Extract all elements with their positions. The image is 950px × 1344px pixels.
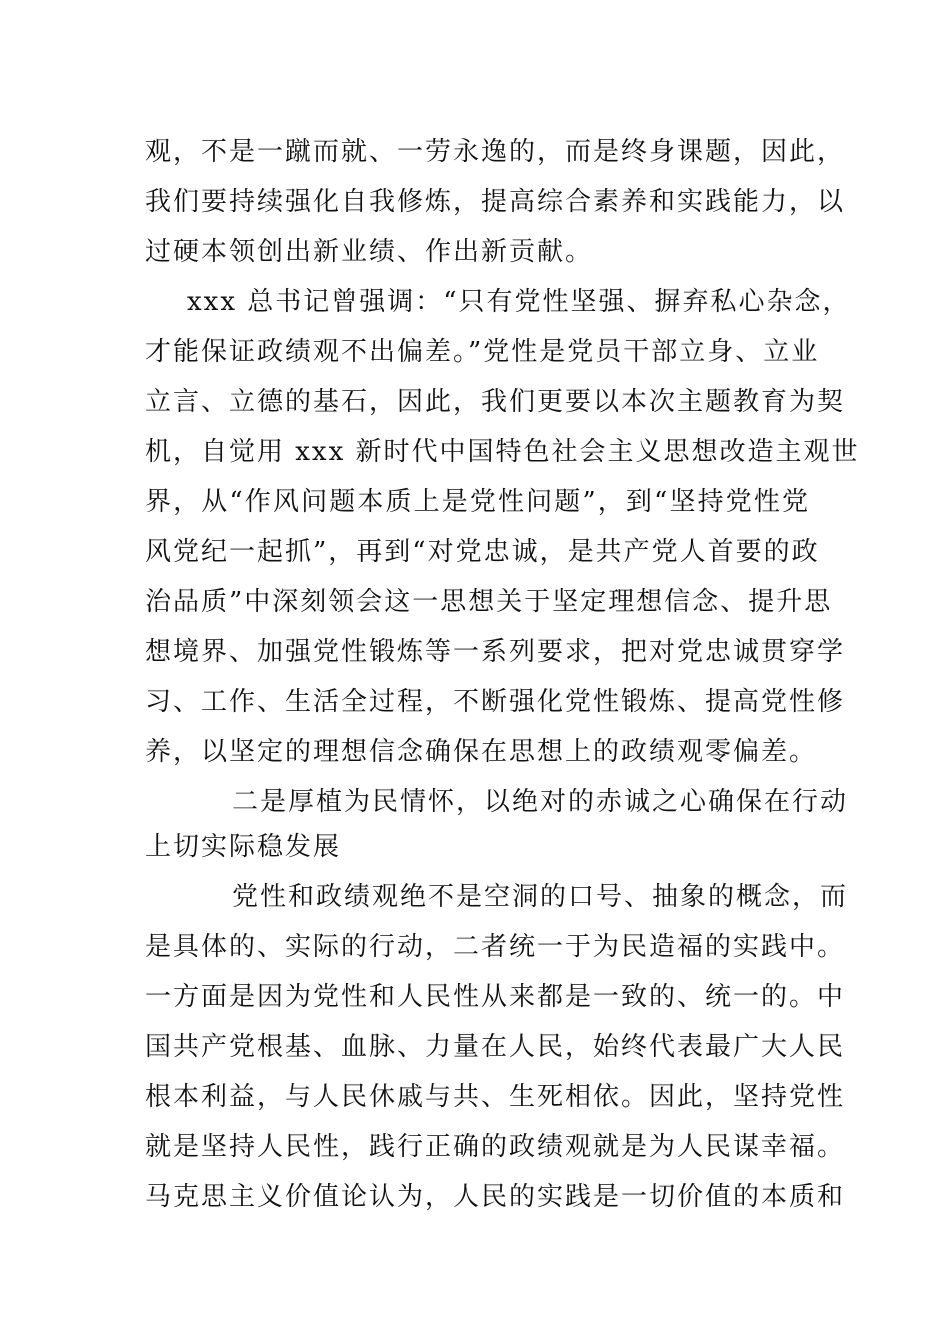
text-line-1: 观，不是一蹴而就、一劳永逸的，而是终身课题，因此， (145, 137, 846, 167)
text-line-5: 才能保证政绩观不出偏差。”党性是党员干部立身、立业 (145, 337, 820, 367)
section-heading-line-2: 上切实际稳发展 (145, 832, 342, 862)
text-line-10: 治品质”中深刻领会这一思想关于坚定理想信念、提升思 (145, 587, 833, 617)
text-line-2: 我们要持续强化自我修炼，提高综合素养和实践能力，以 (145, 187, 846, 217)
text-line-21: 就是坚持人民性，践行正确的政绩观就是为人民谋幸福。 (145, 1132, 846, 1162)
text-line-9: 风党纪一起抓”，再到“对党忠诚，是共产党人首要的政 (145, 537, 820, 567)
text-line-20: 根本利益，与人民休戚与共、生死相依。因此，坚持党性 (145, 1082, 846, 1112)
text-line-22: 马克思主义价值论认为，人民的实践是一切价值的本质和 (145, 1182, 846, 1212)
text-line-13: 养，以坚定的理想信念确保在思想上的政绩观零偏差。 (145, 737, 818, 767)
text-line-6: 立言、立德的基石，因此，我们更要以本次主题教育为契 (145, 387, 846, 417)
text-line-11: 想境界、加强党性锻炼等一系列要求，把对党忠诚贯穿学 (145, 637, 846, 667)
text-line-19: 国共产党根基、血脉、力量在人民，始终代表最广大人民 (145, 1032, 846, 1062)
text-line-4: xxx 总书记曾强调：“只有党性坚强、摒弃私心杂念， (187, 287, 851, 317)
text-line-12: 习、工作、生活全过程，不断强化党性锻炼、提高党性修 (145, 687, 846, 717)
text-line-18: 一方面是因为党性和人民性从来都是一致的、统一的。中 (145, 982, 846, 1012)
text-line-17: 是具体的、实际的行动，二者统一于为民造福的实践中。 (145, 932, 846, 962)
section-heading-line-1: 二是厚植为民情怀，以绝对的赤诚之心确保在行动 (232, 787, 849, 817)
text-line-8: 界，从“作风问题本质上是党性问题”，到“坚持党性党 (145, 487, 810, 517)
text-line-7: 机，自觉用 xxx 新时代中国特色社会主义思想改造主观世 (145, 437, 860, 467)
text-line-16: 党性和政绩观绝不是空洞的口号、抽象的概念，而 (232, 882, 849, 912)
text-line-3: 过硬本领创出新业绩、作出新贡献。 (145, 237, 594, 267)
